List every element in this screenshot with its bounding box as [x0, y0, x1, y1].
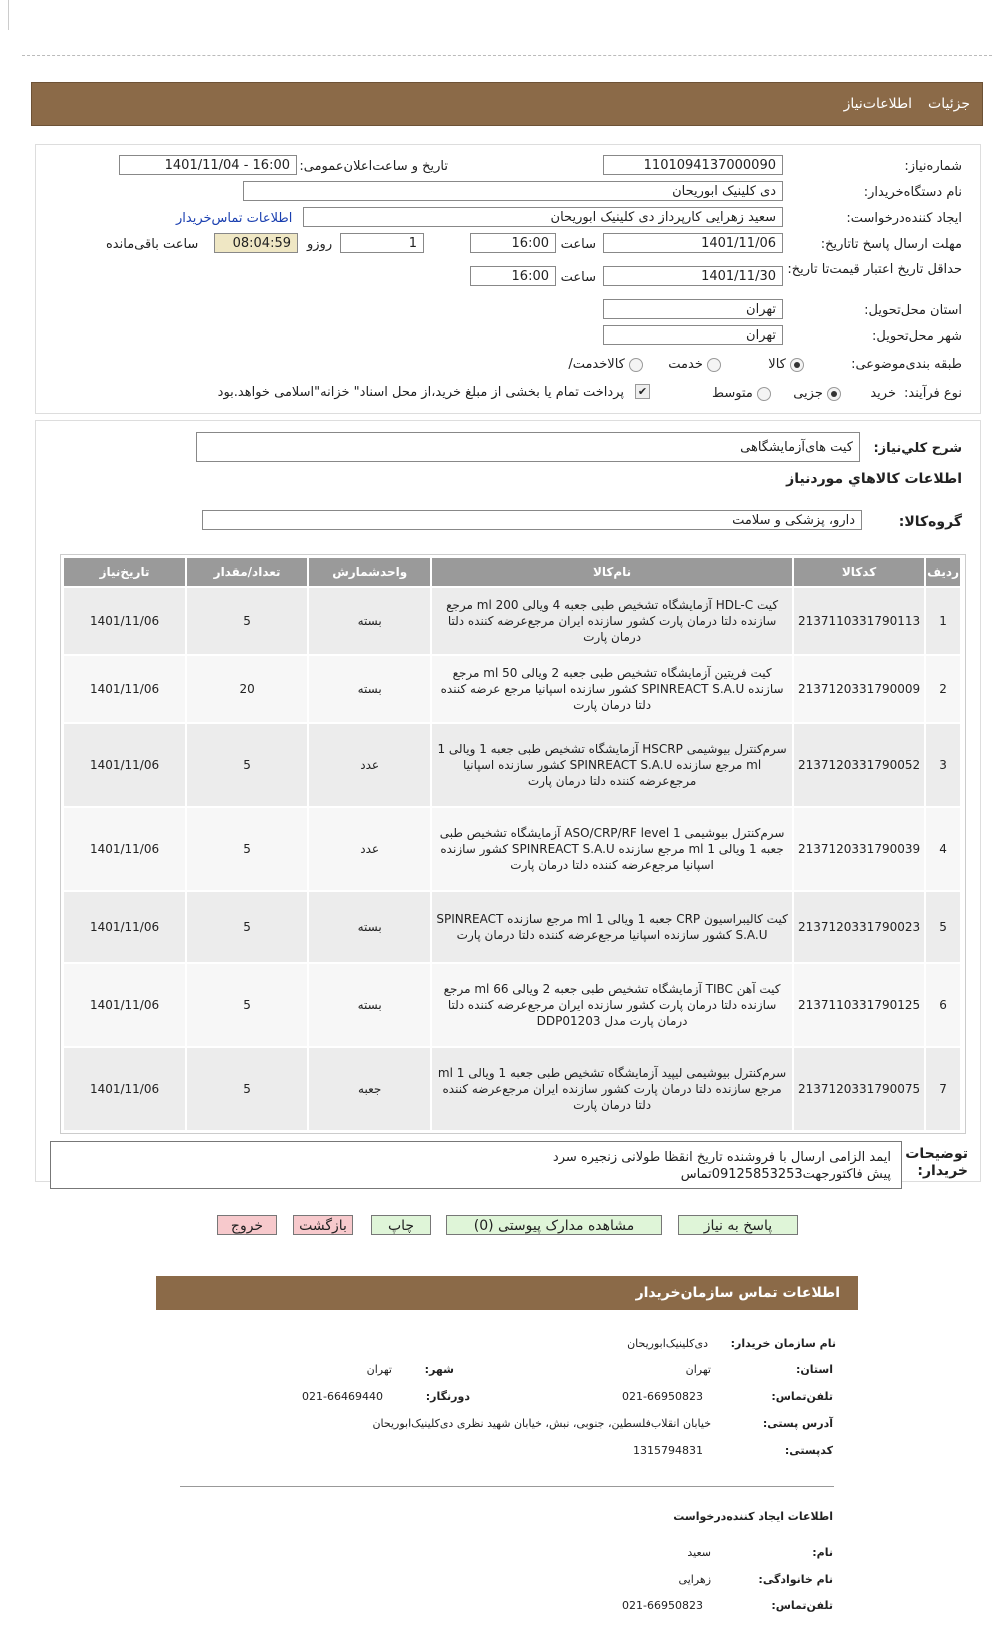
validity-time-field: 16:00 — [470, 266, 556, 286]
contact-divider — [180, 1486, 834, 1487]
creator-family-label: نام خانوادگی: — [758, 1573, 833, 1586]
cell-code: 2137120331790009 — [794, 656, 924, 722]
cell-name: کیت آهن TIBC آزمایشگاه تشخیص طبی جعبه 2 ویالی 66 ml مرجع سازنده دلتا درمان پارت کشور سازنده ایران مرجع‌عرضه کننده دلتا درمان پارت مدل DDP01203 — [432, 964, 792, 1046]
cell-unit: بسته — [309, 892, 430, 962]
cell-row: 6 — [926, 964, 960, 1046]
items-title: اطلاعات کالاهاي مورد‌نیاز — [786, 471, 962, 487]
cell-code: 2137110331790113 — [794, 588, 924, 654]
group-label: گروه‌کالا: — [898, 514, 962, 530]
cell-code: 2137120331790023 — [794, 892, 924, 962]
checkmark-icon[interactable]: ✔ — [635, 384, 650, 399]
deadline-time-field: 16:00 — [470, 233, 556, 253]
cell-qty: 5 — [187, 588, 307, 654]
days-field: 1 — [340, 233, 424, 253]
contact-org-value: دی‌کلینیک‌ابوریحان — [627, 1337, 708, 1350]
cell-code: 2137120331790052 — [794, 724, 924, 806]
reply-button[interactable]: پاسخ به نیاز — [678, 1215, 798, 1235]
need-number-field: 1101094137000090 — [603, 155, 783, 175]
cell-date: 1401/11/06 — [64, 1048, 185, 1130]
cell-unit: بسته — [309, 656, 430, 722]
cell-code: 2137120331790075 — [794, 1048, 924, 1130]
cell-date: 1401/11/06 — [64, 964, 185, 1046]
cell-code: 2137120331790039 — [794, 808, 924, 890]
cell-row: 4 — [926, 808, 960, 890]
tab-need-info[interactable]: اطلاعات‌نیاز — [843, 96, 912, 112]
payment-checkbox[interactable] — [635, 384, 650, 399]
process-buy-text: خرید — [870, 386, 896, 401]
tab-details[interactable]: جزئیات — [928, 96, 970, 112]
cell-qty: 5 — [187, 964, 307, 1046]
creator-phone-value: 021-66950823 — [622, 1599, 703, 1612]
group-field: دارو، پزشکی و سلامت — [202, 510, 862, 530]
deadline-time-label: ساعت — [560, 237, 596, 252]
cell-unit: عدد — [309, 724, 430, 806]
cell-date: 1401/11/06 — [64, 892, 185, 962]
col-qty: تعداد/مقدار — [187, 558, 307, 586]
cell-qty: 5 — [187, 892, 307, 962]
col-row: ردیف — [926, 558, 960, 586]
buyer-org-label: نام دستگاه‌خریدار: — [863, 185, 962, 200]
cell-unit: عدد — [309, 808, 430, 890]
days-label: روزو — [307, 237, 333, 252]
radio-selected-icon[interactable] — [827, 387, 841, 401]
deadline-label: مهلت ارسال پاسخ تا‌تاریخ: — [820, 237, 962, 252]
cell-name: سرم‌کنترل بیوشیمی لیپید آزمایشگاه تشخیص طبی جعبه 1 ویالی 1 ml مرجع سازنده دلتا درمان پارت کشور سازنده ایران مرجع‌عرضه کننده دلتا درمان پارت — [432, 1048, 792, 1130]
contact-fax-label: دورنگار: — [425, 1390, 470, 1403]
cell-qty: 20 — [187, 656, 307, 722]
cell-unit: بسته — [309, 964, 430, 1046]
summary-field: کیت های‌آزمایشگاهی — [196, 432, 860, 462]
col-code: کدکالا — [794, 558, 924, 586]
radio-icon[interactable] — [629, 358, 643, 372]
buyer-contact-link[interactable]: اطلاعات تماس‌خریدار — [176, 211, 293, 226]
province-field: تهران — [603, 299, 783, 319]
creator-phone-label: تلفن‌تماس: — [771, 1599, 833, 1612]
summary-label: شرح کلي‌نیاز: — [873, 441, 962, 456]
contact-address-label: آدرس پستی: — [762, 1417, 833, 1430]
contact-org-label: نام سازمان خریدار: — [730, 1337, 836, 1350]
col-unit: واحد‌شمارش — [309, 558, 430, 586]
back-button[interactable]: بازگشت — [293, 1215, 353, 1235]
cell-row: 2 — [926, 656, 960, 722]
radio-icon[interactable] — [707, 358, 721, 372]
contact-postal-label: کد‌پستی: — [784, 1444, 833, 1457]
creator-info-title: اطلاعات ایجاد کننده‌درخواست — [673, 1510, 833, 1523]
table-row — [64, 892, 960, 962]
contact-title: اطلاعات تماس سازمان‌خریدار — [635, 1285, 840, 1301]
buyer-org-field: دی کلینیک ابوریحان — [243, 181, 783, 201]
province-label: استان محل‌تحویل: — [864, 303, 962, 318]
creator-name-value: سعید — [687, 1546, 711, 1559]
cell-qty: 5 — [187, 1048, 307, 1130]
contact-postal-value: 1315794831 — [633, 1444, 703, 1457]
cell-code: 2137110331790125 — [794, 964, 924, 1046]
exit-button[interactable]: خروج — [217, 1215, 277, 1235]
cell-name: کیت کالیبراسیون CRP جعبه 1 ویالی 1 ml مرجع سازنده SPINREACT S.A.U کشور سازنده اسپانیا مرجع‌عرضه کننده دلتا درمان پارت — [432, 892, 792, 962]
city-label: شهر محل‌تحویل: — [872, 329, 962, 344]
process-minor-option[interactable]: جزیی — [793, 386, 841, 401]
contact-address-value: خیابان انقلاب‌فلسطین، جنوبی، نبش، خیابان شهید نظری دی‌کلینیک‌ابوریحان — [372, 1417, 711, 1430]
creator-field: سعید زهرایی کارپرداز دی کلینیک ابوریحان — [303, 207, 783, 227]
announce-label: تاریخ و ساعت‌اعلان‌عمومی: — [299, 159, 448, 174]
cell-row: 3 — [926, 724, 960, 806]
cell-date: 1401/11/06 — [64, 724, 185, 806]
announce-field: 1401/11/04 - 16:00 — [119, 155, 297, 175]
remaining-time-field: 08:04:59 — [214, 233, 298, 253]
cell-name: کیت فریتین آزمایشگاه تشخیص طبی جعبه 2 ویالی 50 ml مرجع سازنده SPINREACT S.A.U کشور سازنده اسپانیا مرجع عرضه کننده دلتا درمان پارت — [432, 656, 792, 722]
contact-phone-value: 021-66950823 — [622, 1390, 703, 1403]
table-row — [64, 656, 960, 722]
category-service-option[interactable]: خدمت — [668, 357, 721, 372]
remaining-label: ساعت باقی‌مانده — [106, 237, 199, 252]
col-name: نام‌کالا — [432, 558, 792, 586]
process-medium-option[interactable]: متوسط — [712, 386, 771, 401]
category-both-option[interactable]: کالا‌خدمت/ — [568, 357, 643, 372]
attachments-button[interactable]: مشاهده مدارک پیوستی (0) — [446, 1215, 662, 1235]
city-field: تهران — [603, 325, 783, 345]
left-rule — [8, 0, 9, 30]
contact-city-value: تهران — [366, 1363, 392, 1376]
radio-selected-icon[interactable] — [790, 358, 804, 372]
cell-name: سرم‌کنترل بیوشیمی HSCRP آزمایشگاه تشخیص طبی جعبه 1 ویالی 1 ml مرجع سازنده SPINREACT S.A.U کشور سازنده اسپانیا مرجع‌عرضه کننده دلتا درمان پارت — [432, 724, 792, 806]
cell-row: 5 — [926, 892, 960, 962]
cell-date: 1401/11/06 — [64, 588, 185, 654]
cell-name: سرم‌کنترل بیوشیمی ASO/CRP/RF level 1 آزمایشگاه تشخیص طبی جعبه 1 ویالی 1 ml مرجع سازنده SPINREACT S.A.U کشور سازنده اسپانیا مرجع‌عرضه کننده دلتا درمان پارت — [432, 808, 792, 890]
cell-date: 1401/11/06 — [64, 656, 185, 722]
notes-line-2: پیش فاکتورجهت09125853253تماس — [680, 1167, 891, 1182]
notes-box — [50, 1141, 902, 1189]
category-label: طبقه بندی‌موضوعی: — [851, 357, 962, 372]
table-row — [64, 588, 960, 654]
contact-province-label: استان: — [796, 1363, 833, 1376]
validity-date-field: 1401/11/30 — [603, 266, 783, 286]
notes-label: توضیحات خریدار: — [905, 1146, 968, 1179]
cell-row: 1 — [926, 588, 960, 654]
contact-fax-value: 021-66469440 — [302, 1390, 383, 1403]
payment-note: پرداخت تمام یا بخشی از مبلغ خرید،از محل اسناد" خزانه"اسلامی خواهد.بود — [217, 385, 624, 400]
cell-name: کیت HDL-C آزمایشگاه تشخیص طبی جعبه 4 ویالی 200 ml مرجع سازنده دلتا درمان پارت کشور سازنده ایران مرجع‌عرضه کننده دلتا درمان پارت — [432, 588, 792, 654]
table-row — [64, 808, 960, 890]
print-button[interactable]: چاپ — [371, 1215, 431, 1235]
deadline-date-field: 1401/11/06 — [603, 233, 783, 253]
cell-row: 7 — [926, 1048, 960, 1130]
cell-qty: 5 — [187, 724, 307, 806]
cell-unit: بسته — [309, 588, 430, 654]
contact-city-label: شهر: — [424, 1363, 454, 1376]
items-table — [62, 556, 962, 1132]
contact-phone-label: تلفن‌تماس: — [771, 1390, 833, 1403]
header-bar — [31, 82, 983, 126]
col-date: تاریخ‌نیاز — [64, 558, 185, 586]
radio-icon[interactable] — [757, 387, 771, 401]
table-row — [64, 724, 960, 806]
contact-header — [156, 1276, 858, 1310]
cell-qty: 5 — [187, 808, 307, 890]
table-row — [64, 964, 960, 1046]
process-label: نوع فرآیند: — [904, 386, 962, 401]
cell-unit: جعبه — [309, 1048, 430, 1130]
creator-label: ایجاد کننده‌درخواست: — [846, 211, 962, 226]
category-goods-option[interactable]: کالا — [768, 357, 804, 372]
contact-province-value: تهران — [685, 1363, 711, 1376]
top-divider — [22, 55, 992, 56]
cell-date: 1401/11/06 — [64, 808, 185, 890]
validity-label: حداقل تاریخ اعتبار قیمت‌تا تاریخ: — [787, 262, 962, 277]
need-number-label: شماره‌نیاز: — [904, 159, 962, 174]
table-row — [64, 1048, 960, 1130]
creator-family-value: زهرایی — [678, 1573, 711, 1586]
notes-line-1: ایمد الزامی ارسال با فروشنده تاریخ انقظا طولانی زنجیره سرد — [552, 1150, 891, 1165]
creator-name-label: نام: — [812, 1546, 833, 1559]
validity-time-label: ساعت — [560, 270, 596, 285]
